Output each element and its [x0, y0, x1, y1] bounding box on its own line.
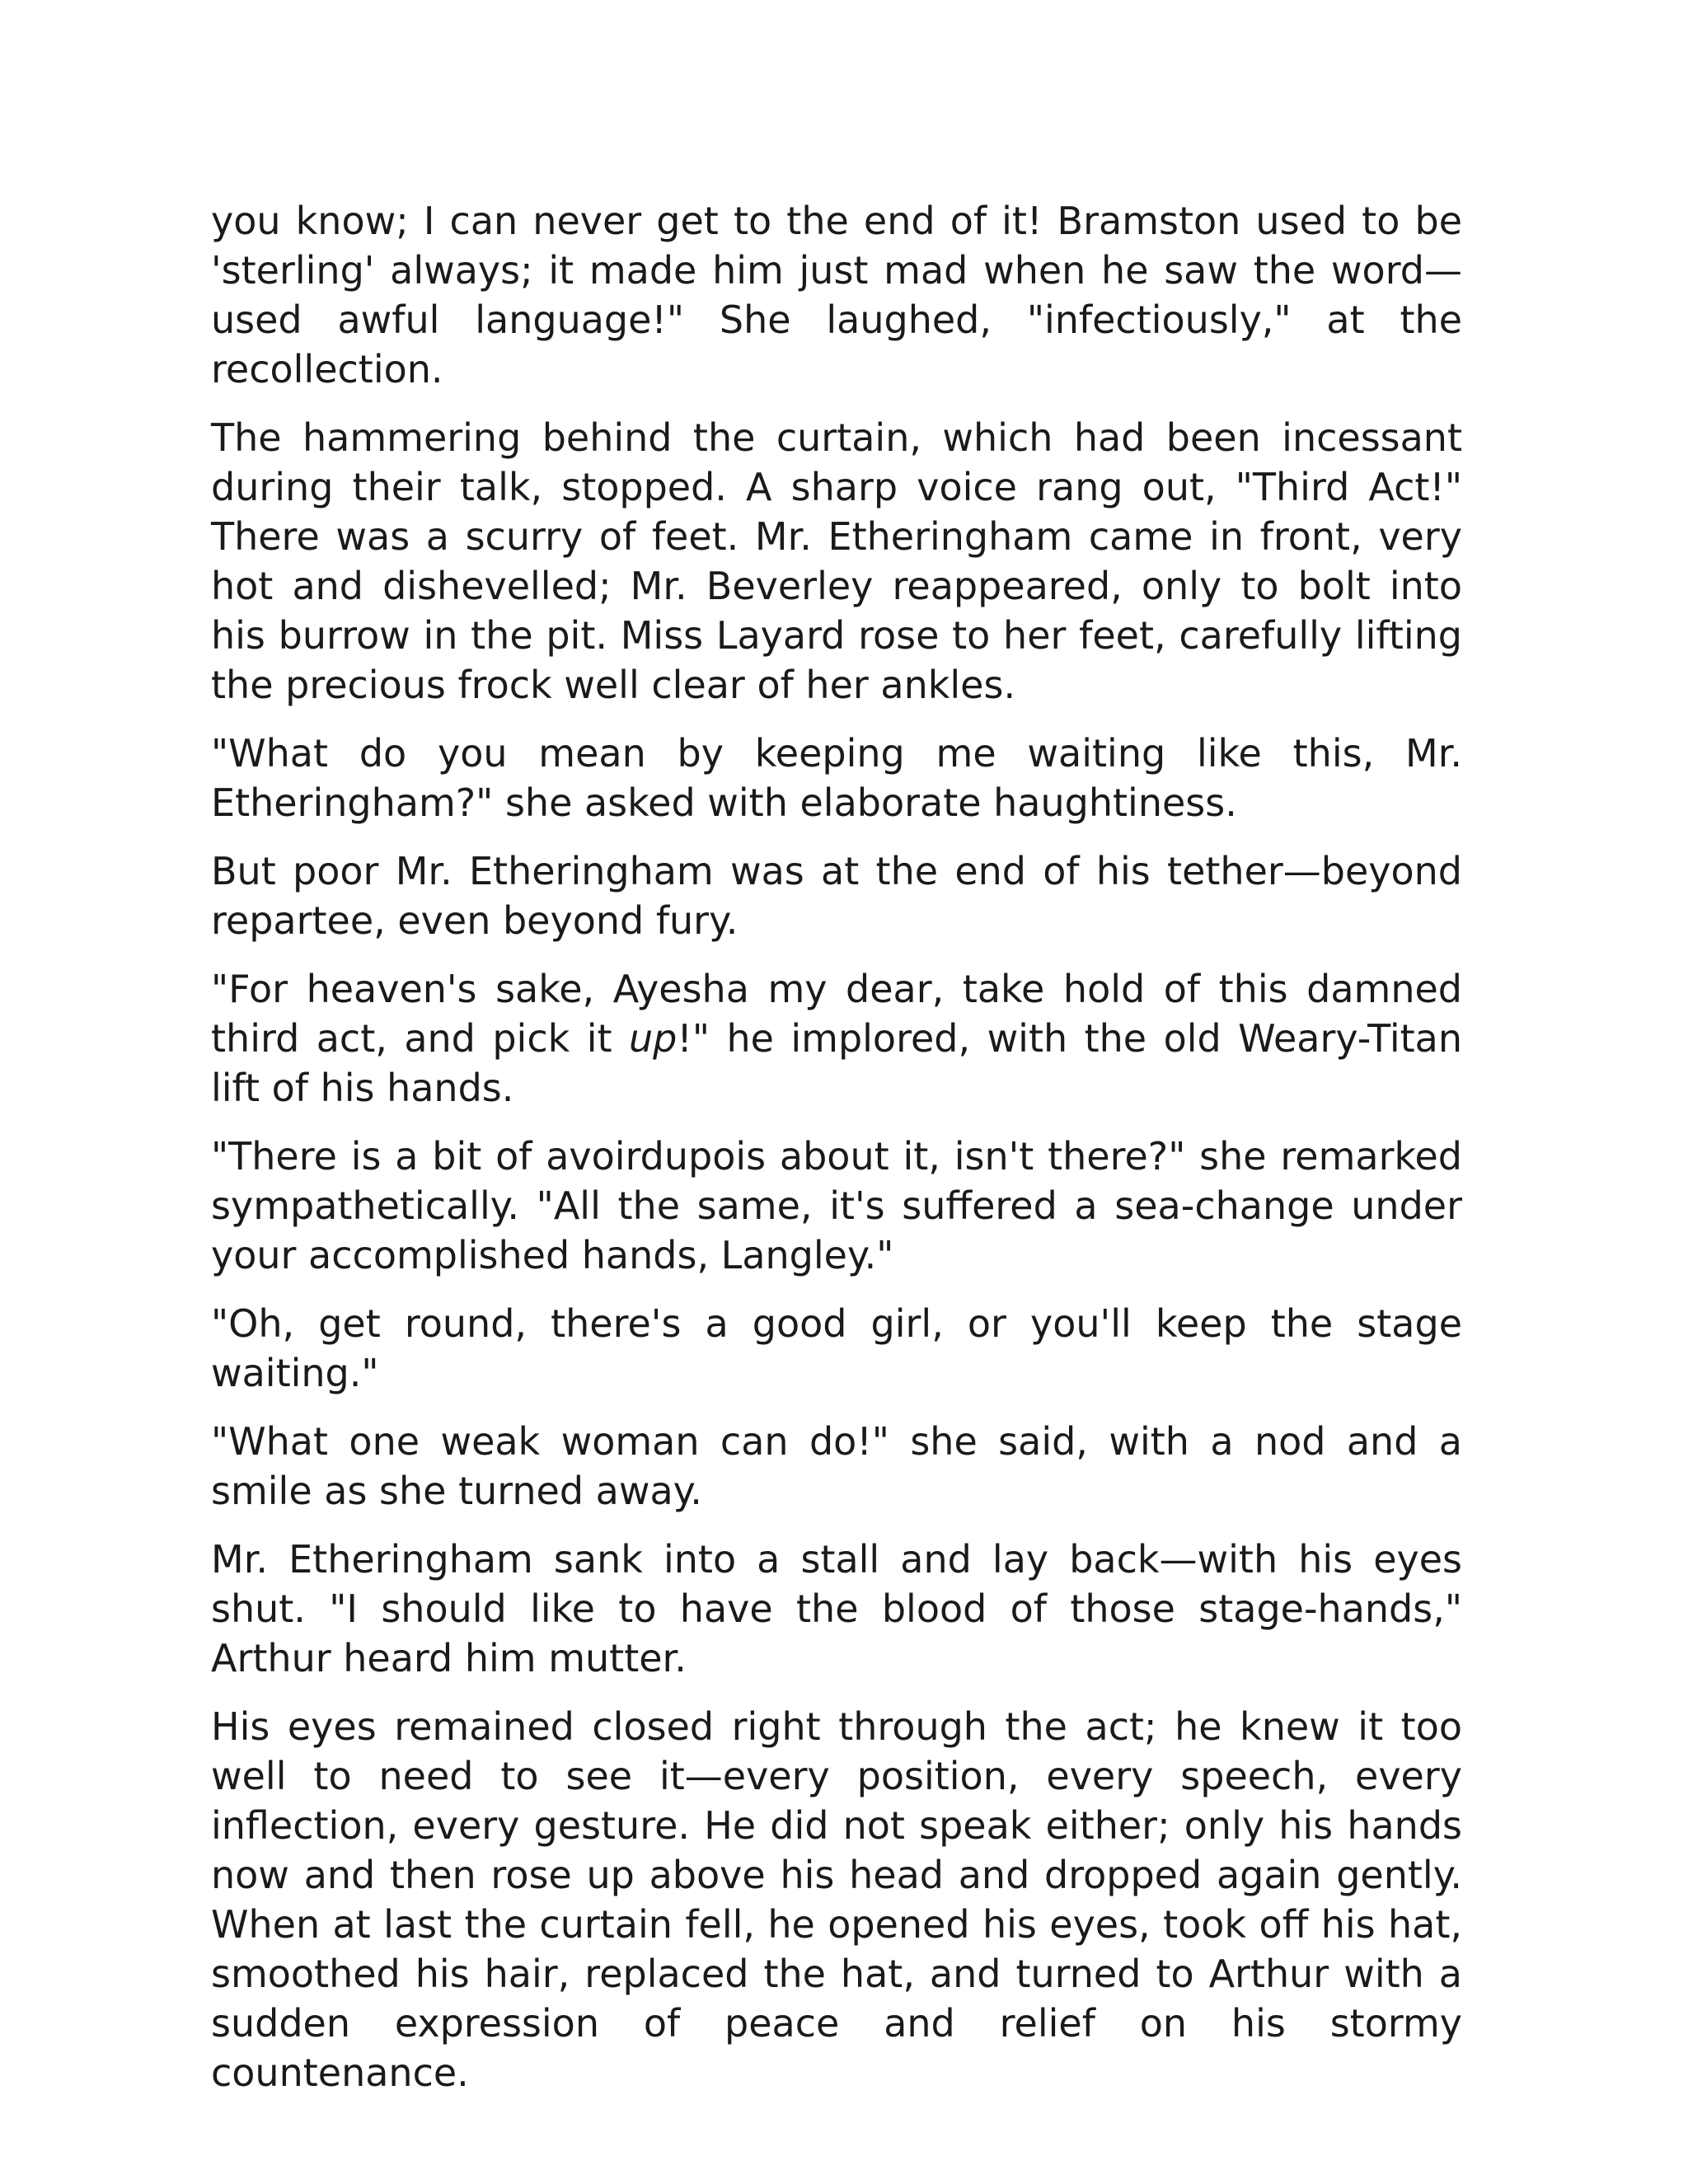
paragraph-text: His eyes remained closed right through the act; he knew it too well to need to see it—every position, every speech, every inflection, every gesture. He did not speak either; only his hands now and then rose up above his head and dropped again gently. When at last the curtain fell, he opened his eyes, took off his hat, smoothed his hair, replaced the hat, and turned to Arthur with a sudden expression of peace and relief on his stormy countenance.	[211, 1704, 1462, 2095]
paragraph-7	[211, 1299, 1462, 1398]
paragraph-2	[211, 413, 1462, 710]
paragraph-text: The hammering behind the curtain, which had been incessant during their talk, stopped. A sharp voice rang out, "Third Act!" There was a scurry of feet. Mr. Etheringham came in front, very hot and dishevelled; Mr. Beverley reappeared, only to bolt into his burrow in the pit. Miss Layard rose to her feet, carefully lifting the precious frock well clear of her ankles.	[211, 415, 1462, 707]
paragraph-text: "For heaven's sake, Ayesha my dear, take hold of this damned third act, and pick it	[211, 967, 1462, 1061]
paragraph-1	[211, 196, 1462, 394]
paragraph-text: "There is a bit of avoirdupois about it, isn't there?" she remarked sympathetically. "All the same, it's suffered a sea-change under your accomplished hands, Langley."	[211, 1134, 1462, 1277]
page-body	[211, 196, 1462, 2116]
paragraph-text: you know; I can never get to the end of it! Bramston used to be 'sterling' always; it made him just mad when he saw the word—used awful language!" She laughed, "infectiously," at the recollection.	[211, 199, 1462, 391]
paragraph-8	[211, 1417, 1462, 1516]
paragraph-text: "What one weak woman can do!" she said, with a nod and a smile as she turned away.	[211, 1419, 1462, 1513]
paragraph-3	[211, 729, 1462, 827]
paragraph-text: !" he implored, with the old Weary-Titan lift of his hands.	[211, 1016, 1462, 1110]
paragraph-4	[211, 846, 1462, 945]
emphasized-word: up	[629, 1016, 678, 1061]
paragraph-text: "Oh, get round, there's a good girl, or you'll keep the stage waiting."	[211, 1301, 1462, 1395]
paragraph-text: But poor Mr. Etheringham was at the end of his tether—beyond repartee, even beyond fury.	[211, 849, 1462, 943]
paragraph-text: Mr. Etheringham sank into a stall and lay back—with his eyes shut. "I should like to have the blood of those stage-hands," Arthur heard him mutter.	[211, 1537, 1462, 1680]
paragraph-text: "What do you mean by keeping me waiting like this, Mr. Etheringham?" she asked with elaborate haughtiness.	[211, 731, 1462, 825]
paragraph-9	[211, 1535, 1462, 1683]
paragraph-6	[211, 1132, 1462, 1280]
paragraph-5	[211, 964, 1462, 1113]
paragraph-10	[211, 1702, 1462, 2097]
